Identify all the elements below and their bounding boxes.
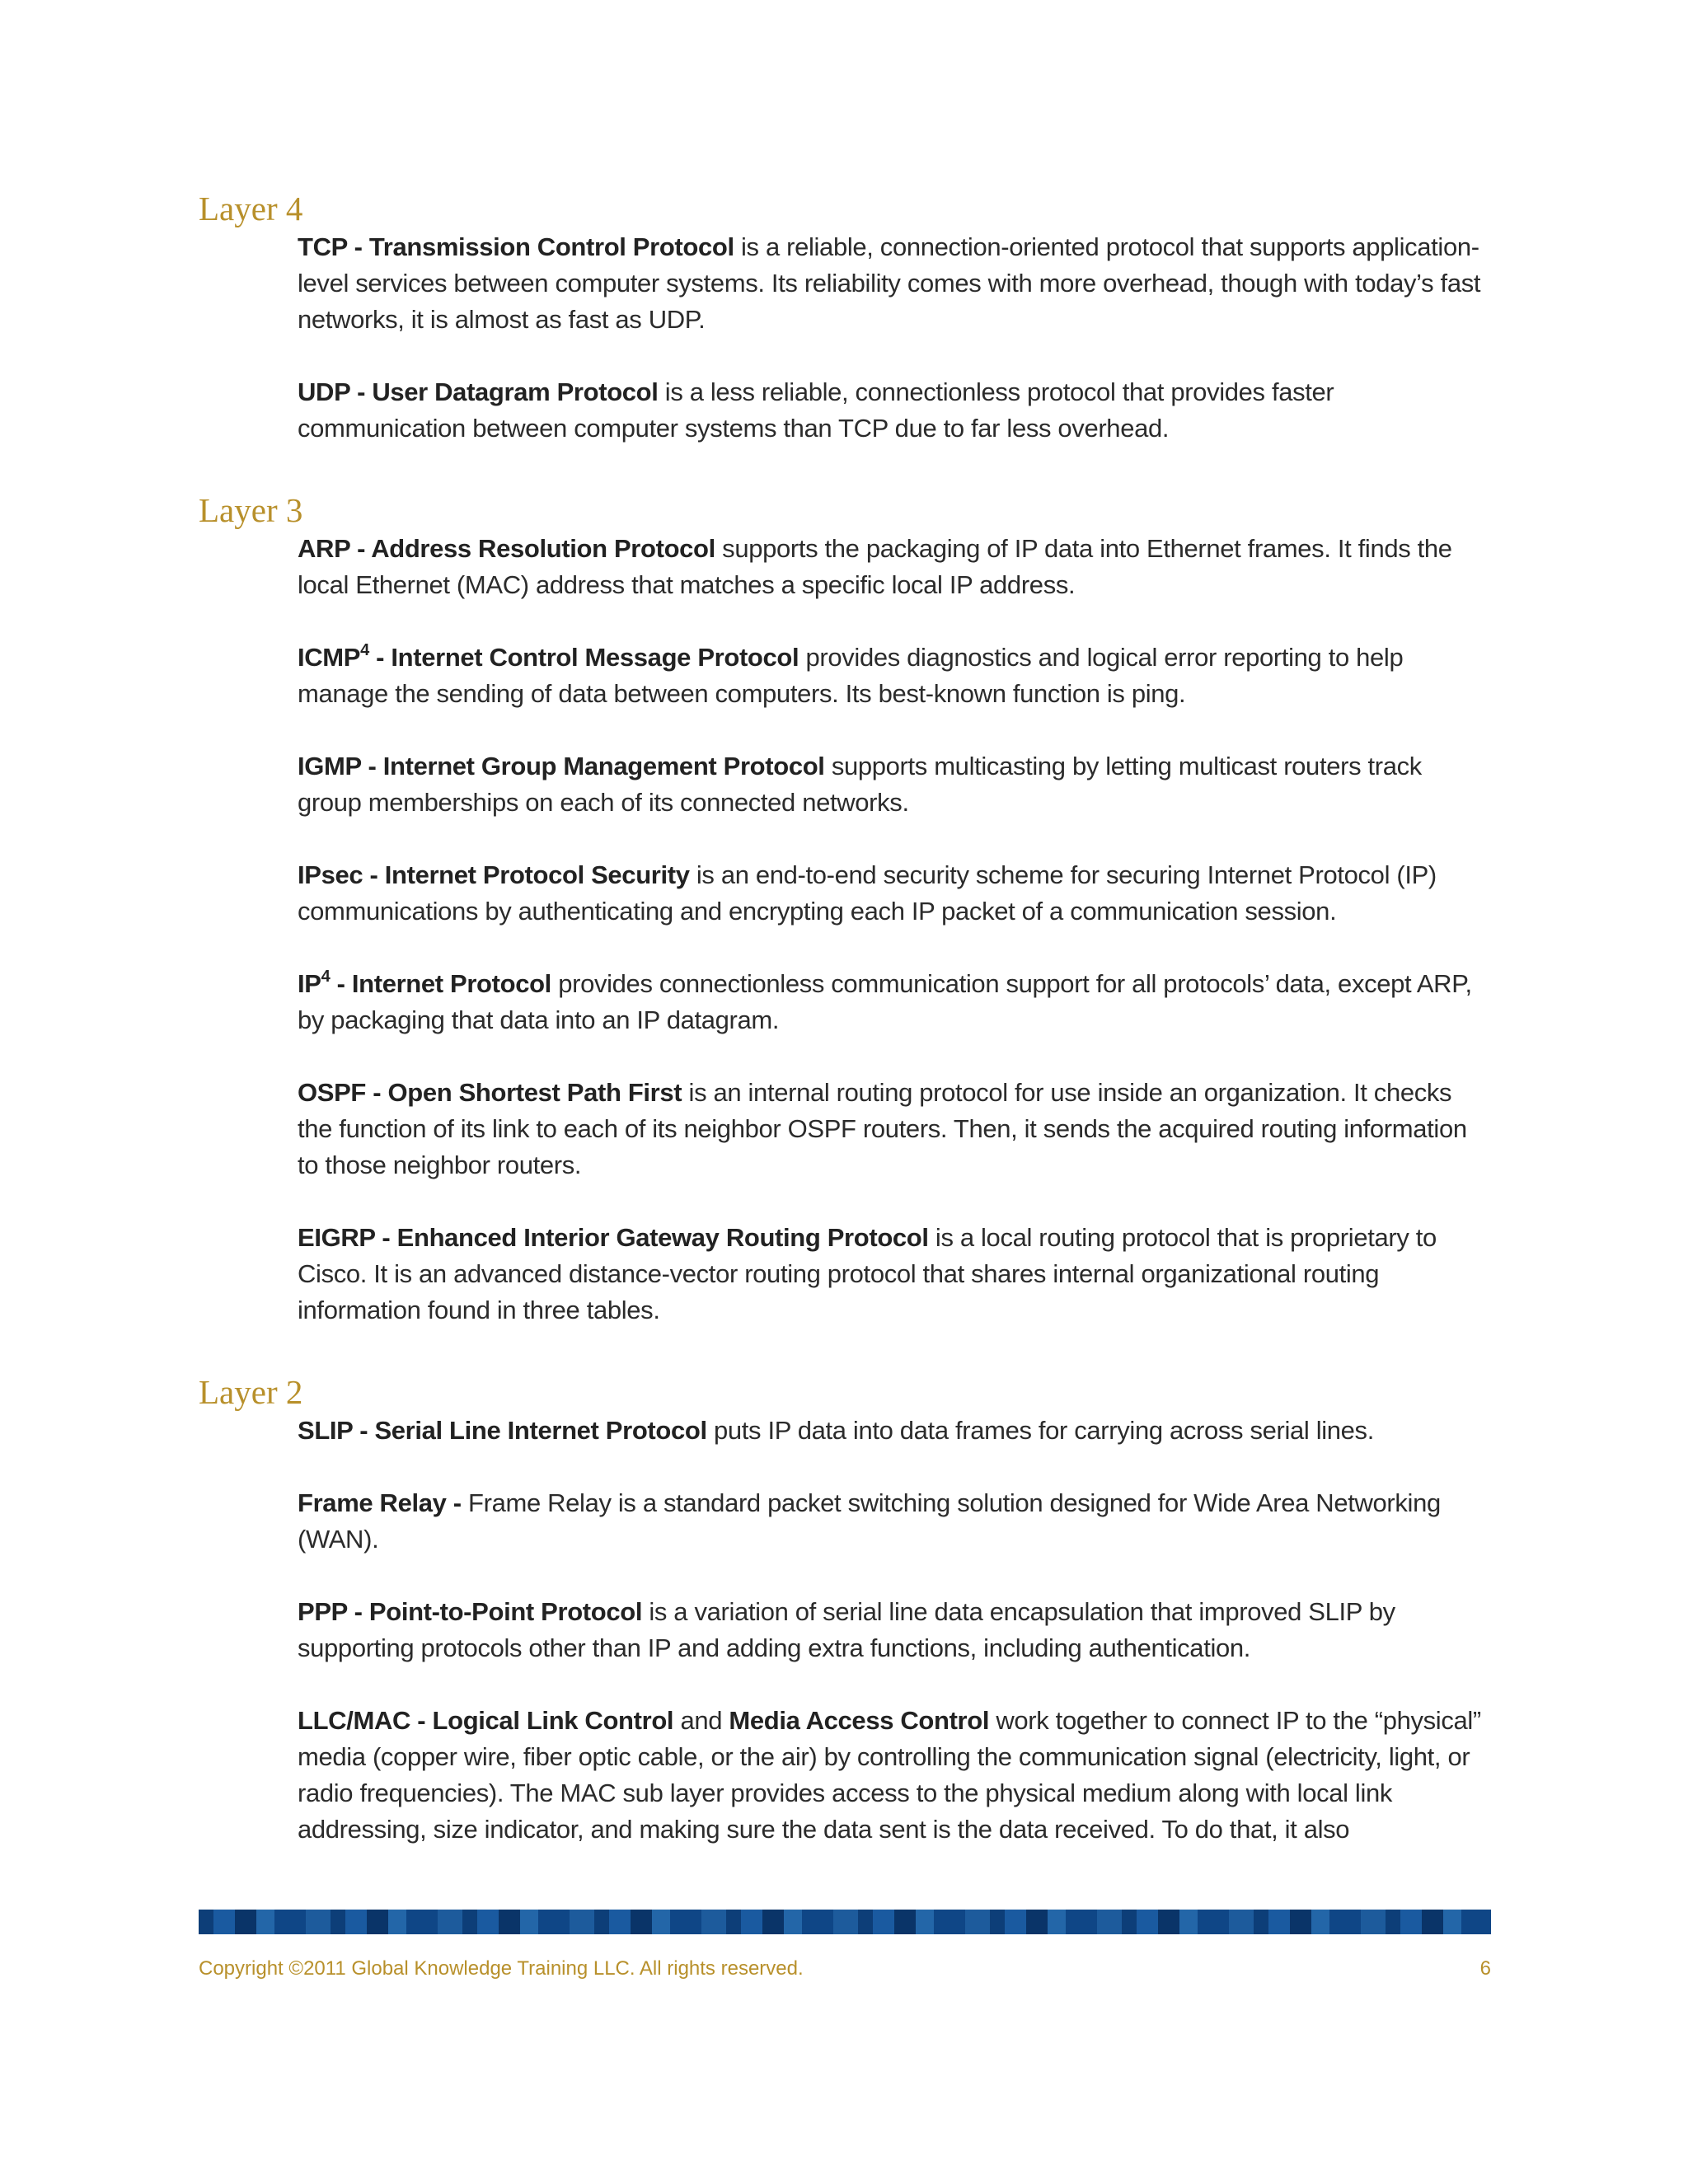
- entry-text: provides connectionless communication support for all protocols’ data, except ARP, by packaging that data into an IP datagram.: [298, 969, 1472, 1034]
- entry-ppp: [298, 1594, 1491, 1666]
- entry-igmp: [298, 748, 1491, 821]
- entry-llc-mac: [298, 1703, 1491, 1848]
- entry-term: LLC/MAC - Logical Link Control: [298, 1706, 674, 1735]
- footnote-marker: 4: [360, 640, 369, 659]
- entry-term: EIGRP - Enhanced Interior Gateway Routing Protocol: [298, 1223, 929, 1252]
- entry-eigrp: [298, 1220, 1491, 1329]
- entry-text: is a local routing protocol that is proprietary to Cisco. It is an advanced distance-vector routing protocol that shares internal organizational routing information found in three tables.: [298, 1223, 1437, 1324]
- entry-term-suffix: - Internet Protocol: [330, 969, 551, 998]
- entry-text: is a less reliable, connectionless protocol that provides faster communication between computer systems than TCP due to far less overhead.: [298, 377, 1334, 443]
- section-heading: Layer 2: [199, 1373, 303, 1411]
- entry-text: supports multicasting by letting multicast routers track group memberships on each of its connected networks.: [298, 752, 1422, 817]
- entry-term: IGMP - Internet Group Management Protocol: [298, 752, 825, 780]
- page-content: [199, 188, 1491, 1891]
- entry-text: is an end-to-end security scheme for securing Internet Protocol (IP) communications by authenticating and encrypting each IP packet of a communication session.: [298, 860, 1437, 926]
- entry-term-prefix: ICMP: [298, 643, 361, 672]
- entry-term-prefix: IP: [298, 969, 321, 998]
- entry-term: SLIP - Serial Line Internet Protocol: [298, 1416, 707, 1445]
- page-number: 6: [1479, 1957, 1491, 1980]
- entry-term: Frame Relay -: [298, 1488, 469, 1517]
- entry-term: PPP - Point-to-Point Protocol: [298, 1597, 643, 1626]
- entry-term-secondary: Media Access Control: [729, 1706, 990, 1735]
- entry-text: puts IP data into data frames for carrying across serial lines.: [706, 1416, 1374, 1445]
- entry-slip: [298, 1413, 1491, 1449]
- entry-connector: and: [673, 1706, 729, 1735]
- footer-copyright: Copyright ©2011 Global Knowledge Training LLC. All rights reserved.: [199, 1957, 804, 1980]
- section-layer-4: [199, 188, 1491, 447]
- entry-text: is a variation of serial line data encapsulation that improved SLIP by supporting protocols other than IP and adding extra functions, including authentication.: [298, 1597, 1395, 1662]
- entry-ip: [298, 966, 1491, 1038]
- section-layer-2: [199, 1371, 1491, 1848]
- entry-term: TCP - Transmission Control Protocol: [298, 232, 734, 261]
- section-layer-3: [199, 490, 1491, 1329]
- entry-term: [298, 640, 799, 672]
- entry-term-suffix: - Internet Control Message Protocol: [368, 643, 799, 672]
- entry-ipsec: [298, 857, 1491, 930]
- entry-text: provides diagnostics and logical error reporting to help manage the sending of data between computers. Its best-known function is ping.: [298, 643, 1404, 708]
- entry-udp: [298, 374, 1491, 447]
- entry-ospf: [298, 1075, 1491, 1183]
- entry-term: UDP - User Datagram Protocol: [298, 377, 659, 406]
- entry-text: supports the packaging of IP data into Ethernet frames. It finds the local Ethernet (MAC) address that matches a specific local IP address.: [298, 534, 1452, 599]
- entry-tcp: [298, 229, 1491, 338]
- footnote-marker: 4: [321, 967, 331, 986]
- entry-frame-relay: [298, 1485, 1491, 1558]
- footer-decorative-bar: [199, 1910, 1491, 1934]
- entry-arp: [298, 531, 1491, 603]
- entry-term: ARP - Address Resolution Protocol: [298, 534, 715, 563]
- entry-text: is a reliable, connection-oriented protocol that supports application-level services between computer systems. Its reliability comes with more overhead, though with today’s fast networks, it is almost as fast as UDP.: [298, 232, 1481, 334]
- section-heading: Layer 4: [199, 190, 303, 227]
- entry-term: [298, 969, 551, 998]
- entry-term: IPsec - Internet Protocol Security: [298, 860, 690, 889]
- entry-term: OSPF - Open Shortest Path First: [298, 1078, 682, 1107]
- entry-text: work together to connect IP to the “physical” media (copper wire, fiber optic cable, or the air) by controlling the communication signal (electricity, light, or radio frequencies). The MAC sub layer provides access to the physical medium along with local link addressing, size indicator, and making sure the data sent is the data received. To do that, it also: [298, 1706, 1481, 1844]
- entry-text: is an internal routing protocol for use inside an organization. It checks the function of its link to each of its neighbor OSPF routers. Then, it sends the acquired routing information to those neighbor routers.: [298, 1078, 1467, 1179]
- entry-icmp: [298, 640, 1491, 712]
- section-heading: Layer 3: [199, 491, 303, 529]
- entry-text: Frame Relay is a standard packet switching solution designed for Wide Area Networking (WAN).: [298, 1488, 1441, 1554]
